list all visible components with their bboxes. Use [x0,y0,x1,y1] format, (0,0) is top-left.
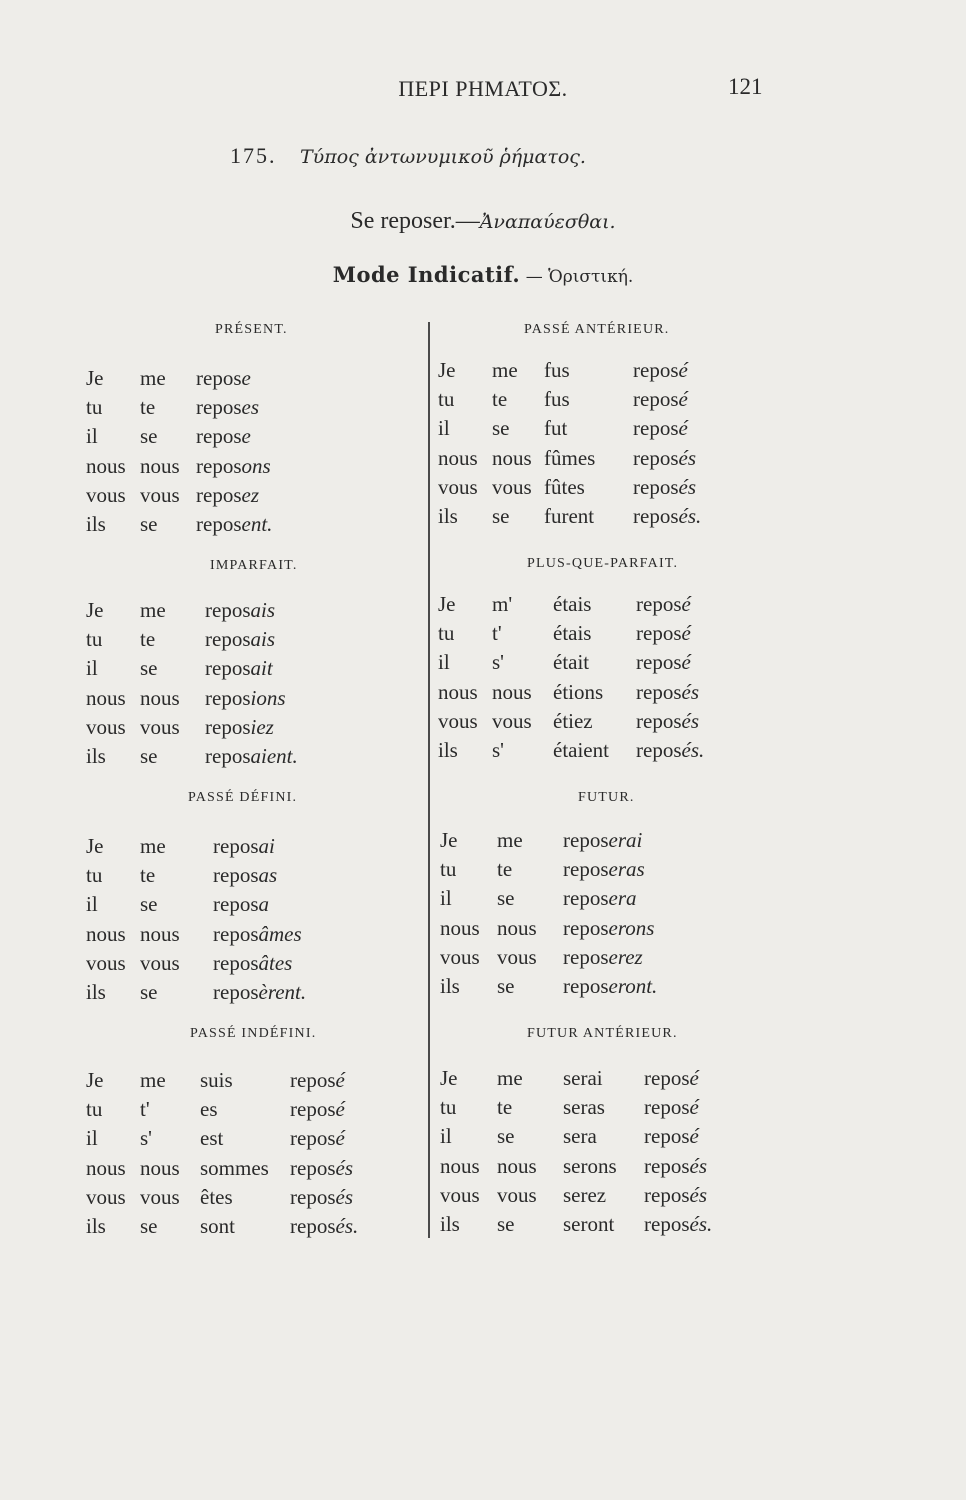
verb-ending: era [608,886,637,911]
verb-ending: ait [250,656,273,681]
participle [290,1099,345,1120]
verb-form [205,658,273,679]
tense-heading-passe-defini: PASSÉ DÉFINI. [188,790,298,805]
verb-stem: repos [196,512,242,536]
subject-pronoun: il [438,650,450,675]
participle [290,1128,345,1149]
verb-ending: e [241,424,251,449]
auxiliary-verb: sommes [200,1155,269,1180]
reflexive-pronoun: se [140,424,158,449]
auxiliary-verb: seront [563,1212,615,1236]
reflexive-pronoun: s' [140,1126,152,1151]
reflexive-pronoun: se [140,512,158,536]
subject-pronoun: tu [438,621,455,646]
verb-ending: és [678,474,696,499]
verb-form [196,368,251,389]
tense-heading-futur: FUTUR. [578,790,635,805]
participle [633,418,688,439]
subject-pronoun: ils [440,974,460,998]
reflexive-pronoun: s' [492,738,504,762]
reflexive-pronoun: te [140,627,156,652]
page-number: 121 [728,74,763,99]
verb-stem: repos [633,387,679,412]
tense-heading-present: PRÉSENT. [215,322,288,337]
tense-heading-plus-que-parfait: PLUS-QUE-PARFAIT. [527,556,679,571]
subject-pronoun: il [86,424,98,449]
reflexive-pronoun: vous [140,1184,180,1209]
verb-form [196,397,259,418]
auxiliary-verb: fut [544,416,568,441]
participle [633,360,688,381]
verb-ending: é [335,1068,345,1092]
reflexive-pronoun: se [140,744,158,768]
verb-ending: ons [241,453,271,478]
subject-pronoun: vous [440,944,480,969]
subject-pronoun: tu [86,395,103,420]
verb-heading [0,208,966,235]
verb-ending: és [689,1182,707,1207]
auxiliary-verb: fûtes [544,474,585,499]
verb-stem: repos [563,828,609,852]
verb-form [205,685,286,710]
verb-form [213,982,306,1003]
subject-pronoun: Je [440,828,458,852]
reflexive-pronoun: me [497,1066,523,1090]
verb-form [196,514,272,535]
verb-ending: é [678,416,688,441]
auxiliary-verb: fus [544,358,570,382]
participle [644,1126,699,1147]
verb-form [563,976,657,997]
verb-stem: repos [636,592,682,616]
subject-pronoun: nous [86,685,126,710]
verb-stem: repos [205,656,251,681]
mode-greek: — Ὁριστική. [525,267,634,287]
subject-pronoun: Je [86,834,104,858]
reflexive-pronoun: t' [492,621,502,646]
auxiliary-verb: êtes [200,1184,233,1209]
auxiliary-verb: étiez [553,708,593,733]
verb-form [205,746,298,767]
verb-stem: repos [644,1182,690,1207]
verb-stem: repos [644,1066,690,1090]
verb-stem: repos [196,395,242,420]
verb-ending: erai [608,828,643,852]
participle [633,506,701,527]
verb-ending: a [258,892,269,917]
verb-form [213,836,275,857]
reflexive-pronoun: vous [492,708,532,733]
reflexive-pronoun: nous [497,915,537,940]
running-head: ΠΕΡΙ ΡΗΜΑΤΟΣ. [398,76,568,101]
participle [633,445,696,470]
reflexive-pronoun: se [492,416,510,441]
verb-ending: âmes [258,921,302,946]
verb-stem: repos [213,980,259,1004]
auxiliary-verb: étions [553,679,604,704]
auxiliary-verb: fus [544,387,570,412]
verb-ending: ais [250,598,276,622]
auxiliary-verb: es [200,1097,218,1122]
reflexive-pronoun: vous [492,474,532,499]
auxiliary-verb: est [200,1126,224,1151]
verb-stem: repos [633,504,679,528]
participle [290,1155,353,1180]
verb-ending: erez [608,944,643,969]
subject-pronoun: tu [86,627,103,652]
verb-ending: ai [258,834,275,858]
verb-ending: eront. [608,974,658,998]
verb-stem: repos [644,1095,690,1120]
reflexive-pronoun: me [492,358,518,382]
participle [636,679,699,704]
mode-heading [0,262,966,288]
verb-ending: és [681,708,699,733]
subject-pronoun: Je [86,366,104,390]
participle [644,1068,699,1089]
reflexive-pronoun: se [497,1212,515,1236]
reflexive-pronoun: me [140,834,166,858]
verb-ending: é [689,1066,699,1090]
verb-stem: repos [644,1153,690,1178]
subject-pronoun: ils [438,738,458,762]
section-title: Τύπος ἀντωνυμικοῦ ῥήματος. [300,146,586,168]
participle [290,1070,345,1091]
verb-ending: iez [250,714,274,739]
verb-stem: repos [644,1124,690,1149]
subject-pronoun: tu [440,1095,457,1120]
reflexive-pronoun: te [497,1095,513,1120]
verb-stem: repos [213,950,259,975]
reflexive-pronoun: me [140,1068,166,1092]
verb-ending: aient. [250,744,298,768]
subject-pronoun: ils [86,980,106,1004]
verb-form [213,894,269,915]
reflexive-pronoun: vous [497,1182,537,1207]
verb-stem: repos [213,921,259,946]
reflexive-pronoun: vous [497,944,537,969]
verb-stem: repos [633,416,679,441]
auxiliary-verb: était [553,650,590,675]
participle [636,740,704,761]
verb-stem: repos [290,1126,336,1151]
verb-ending: é [689,1124,699,1149]
subject-pronoun: Je [86,1068,104,1092]
participle [644,1153,707,1178]
reflexive-pronoun: t' [140,1097,150,1122]
verb-stem: repos [633,358,679,382]
verb-stem: repos [205,598,251,622]
subject-pronoun: nous [440,915,480,940]
verb-ending: és. [335,1214,359,1238]
reflexive-pronoun: se [140,656,158,681]
verb-stem: repos [290,1097,336,1122]
verb-form [205,629,275,650]
verb-ending: é [335,1126,345,1151]
section-heading [230,143,586,169]
subject-pronoun: tu [86,863,103,888]
subject-pronoun: Je [438,358,456,382]
subject-pronoun: vous [86,482,126,507]
reflexive-pronoun: vous [140,482,180,507]
verb-ending: erons [608,915,655,940]
participle [290,1216,358,1237]
verb-ending: és [681,679,699,704]
subject-pronoun: vous [86,714,126,739]
auxiliary-verb: serai [563,1066,603,1090]
verb-stem: repos [205,744,251,768]
subject-pronoun: nous [86,921,126,946]
auxiliary-verb: étaient [553,738,609,762]
verb-french: Se reposer.— [350,208,480,234]
verb-stem: repos [196,366,242,390]
subject-pronoun: ils [86,512,106,536]
subject-pronoun: ils [438,504,458,528]
participle [644,1182,707,1207]
subject-pronoun: Je [438,592,456,616]
mode-french: Mode Indicatif. [332,262,521,287]
verb-ending: as [258,863,278,888]
verb-stem: repos [290,1184,336,1209]
subject-pronoun: il [438,416,450,441]
verb-form [196,453,271,478]
verb-ending: ions [250,685,286,710]
verb-stem: repos [290,1068,336,1092]
verb-stem: repos [636,621,682,646]
verb-ending: és. [678,504,702,528]
verb-stem: repos [636,679,682,704]
verb-stem: repos [636,738,682,762]
participle [633,389,688,410]
reflexive-pronoun: te [140,395,156,420]
reflexive-pronoun: m' [492,592,513,616]
verb-stem: repos [636,650,682,675]
verb-ending: ais [250,627,276,652]
verb-form [205,714,274,739]
subject-pronoun: il [440,886,452,911]
auxiliary-verb: étais [553,592,592,616]
subject-pronoun: vous [438,708,478,733]
verb-ending: és [335,1184,353,1209]
auxiliary-verb: étais [553,621,592,646]
verb-stem: repos [633,474,679,499]
subject-pronoun: nous [86,1155,126,1180]
subject-pronoun: vous [86,950,126,975]
verb-form [196,426,251,447]
auxiliary-verb: serez [563,1182,607,1207]
auxiliary-verb: fûmes [544,445,596,470]
tense-heading-futur-anterieur: FUTUR ANTÉRIEUR. [527,1026,678,1041]
verb-stem: repos [196,453,242,478]
verb-ending: âtes [258,950,293,975]
verb-stem: repos [205,627,251,652]
verb-stem: repos [290,1214,336,1238]
verb-ending: é [681,592,691,616]
participle [644,1214,712,1235]
verb-stem: repos [205,714,251,739]
reflexive-pronoun: me [497,828,523,852]
verb-stem: repos [633,445,679,470]
verb-ending: é [678,387,688,412]
reflexive-pronoun: nous [492,445,532,470]
verb-ending: é [678,358,688,382]
auxiliary-verb: serons [563,1153,617,1178]
verb-ending: és [335,1155,353,1180]
verb-form [563,888,637,909]
reflexive-pronoun: nous [140,921,180,946]
reflexive-pronoun: me [140,598,166,622]
subject-pronoun: nous [438,445,478,470]
participle [633,474,696,499]
auxiliary-verb: furent [544,504,595,528]
subject-pronoun: il [86,892,98,917]
subject-pronoun: il [86,656,98,681]
verb-ending: eras [608,857,645,882]
verb-ending: e [241,366,251,390]
auxiliary-verb: sont [200,1214,236,1238]
participle [636,652,691,673]
verb-ending: èrent. [258,980,307,1004]
verb-stem: repos [213,834,259,858]
subject-pronoun: ils [86,1214,106,1238]
tense-heading-passe-indefini: PASSÉ INDÉFINI. [190,1026,317,1041]
auxiliary-verb: suis [200,1068,233,1092]
reflexive-pronoun: nous [140,685,180,710]
verb-form [205,600,275,621]
participle [290,1184,353,1209]
verb-stem: repos [563,974,609,998]
reflexive-pronoun: s' [492,650,504,675]
verb-form [563,859,645,880]
column-divider [428,322,430,1238]
reflexive-pronoun: se [497,974,515,998]
subject-pronoun: ils [86,744,106,768]
verb-ending: é [681,621,691,646]
verb-ending: és. [689,1212,713,1236]
verb-stem: repos [196,424,242,449]
verb-stem: repos [563,915,609,940]
reflexive-pronoun: se [140,1214,158,1238]
reflexive-pronoun: te [140,863,156,888]
verb-ending: ent. [241,512,273,536]
participle [636,708,699,733]
subject-pronoun: tu [440,857,457,882]
verb-stem: repos [213,863,259,888]
verb-stem: repos [196,482,242,507]
participle [636,623,691,644]
participle [644,1097,699,1118]
verb-stem: repos [213,892,259,917]
subject-pronoun: vous [438,474,478,499]
section-number: 175. [230,143,277,168]
subject-pronoun: Je [440,1066,458,1090]
tense-heading-passe-anterieur: PASSÉ ANTÉRIEUR. [524,322,670,337]
verb-ending: é [689,1095,699,1120]
auxiliary-verb: sera [563,1124,597,1149]
subject-pronoun: il [440,1124,452,1149]
verb-stem: repos [563,944,609,969]
verb-form [213,865,277,886]
verb-form [563,915,655,940]
verb-form [196,482,259,507]
reflexive-pronoun: nous [492,679,532,704]
subject-pronoun: Je [86,598,104,622]
verb-form [563,944,643,969]
reflexive-pronoun: se [497,886,515,911]
verb-stem: repos [636,708,682,733]
reflexive-pronoun: se [492,504,510,528]
verb-ending: és. [681,738,705,762]
subject-pronoun: nous [86,453,126,478]
subject-pronoun: nous [438,679,478,704]
subject-pronoun: vous [440,1182,480,1207]
verb-ending: ez [241,482,259,507]
reflexive-pronoun: nous [140,1155,180,1180]
subject-pronoun: ils [440,1212,460,1236]
auxiliary-verb: seras [563,1095,605,1120]
verb-form [213,950,293,975]
reflexive-pronoun: se [497,1124,515,1149]
verb-greek: Ἀναπαύεσθαι. [479,211,616,233]
reflexive-pronoun: te [497,857,513,882]
verb-ending: es [241,395,259,420]
verb-ending: és [689,1153,707,1178]
verb-stem: repos [205,685,251,710]
reflexive-pronoun: te [492,387,508,412]
subject-pronoun: vous [86,1184,126,1209]
verb-ending: é [681,650,691,675]
verb-stem: repos [644,1212,690,1236]
verb-form [563,830,642,851]
verb-ending: és [678,445,696,470]
tense-heading-imparfait: IMPARFAIT. [210,558,298,573]
subject-pronoun: tu [86,1097,103,1122]
subject-pronoun: il [86,1126,98,1151]
subject-pronoun: tu [438,387,455,412]
verb-ending: é [335,1097,345,1122]
subject-pronoun: nous [440,1153,480,1178]
reflexive-pronoun: se [140,980,158,1004]
reflexive-pronoun: se [140,892,158,917]
verb-stem: repos [290,1155,336,1180]
reflexive-pronoun: nous [497,1153,537,1178]
verb-form [213,921,302,946]
reflexive-pronoun: vous [140,950,180,975]
verb-stem: repos [563,886,609,911]
reflexive-pronoun: me [140,366,166,390]
reflexive-pronoun: vous [140,714,180,739]
participle [636,594,691,615]
reflexive-pronoun: nous [140,453,180,478]
verb-stem: repos [563,857,609,882]
